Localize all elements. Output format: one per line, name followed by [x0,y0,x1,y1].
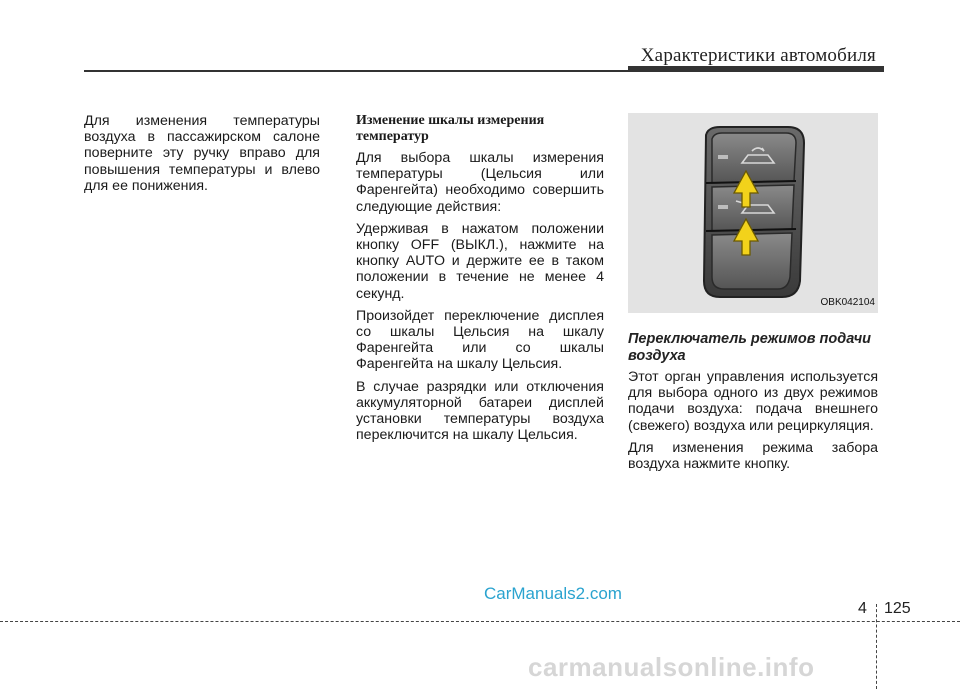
chapter-number: 4 [858,600,867,617]
paragraph: Произойдет переключение дисплея со шкалы Цельсия на шкалу Фаренгейта или со шкалы Фаренгейта на шкалу Цельсия. [356,307,604,373]
air-intake-heading: Переключатель режимов подачи воздуха [628,331,872,364]
watermark-footer: carmanualsonline.info [528,652,815,682]
indicator-led [718,155,728,159]
paragraph: Этот орган управления используется для выбора одного из двух режимов подачи воздуха: подача внешнего (свежего) воздуха или рециркуляция. [628,369,878,434]
watermark-link[interactable]: CarManuals2.com [484,584,622,603]
column-3 [628,113,878,478]
paragraph: В случае разрядки или отключения аккумуляторной батареи дисплей установки температуры воздуха переключится на шкалу Цельсия. [356,378,604,444]
figure-code: OBK042104 [820,296,875,308]
column-1 [84,113,320,200]
footer-rule [0,621,960,622]
indicator-led [718,205,728,209]
paragraph: Для выбора шкалы измерения температуры (Цельсия или Фаренгейта) необходимо совершить следующие действия: [356,150,604,215]
temperature-scale-heading: Изменение шкалы измерения температур [356,113,545,144]
temperature-knob-paragraph: Для изменения температуры воздуха в пассажирском салоне поверните эту ручку вправо для повышения температуры и влево для ее понижения. [84,113,320,194]
air-intake-button-figure [628,113,878,313]
paragraph: Для изменения режима забора воздуха нажмите кнопку. [628,439,878,473]
button-panel-illustration [628,113,878,313]
page-number: 125 [884,600,911,617]
footer-divider [876,604,877,689]
header-rule-accent [628,66,884,72]
column-2 [356,113,604,449]
paragraph: Удерживая в нажатом положении кнопку OFF (ВЫКЛ.), нажмите на кнопку AUTO и держите ее в таком положении в течение не менее 4 секунд. [356,220,604,302]
section-title: Характеристики автомобиля [640,45,876,66]
